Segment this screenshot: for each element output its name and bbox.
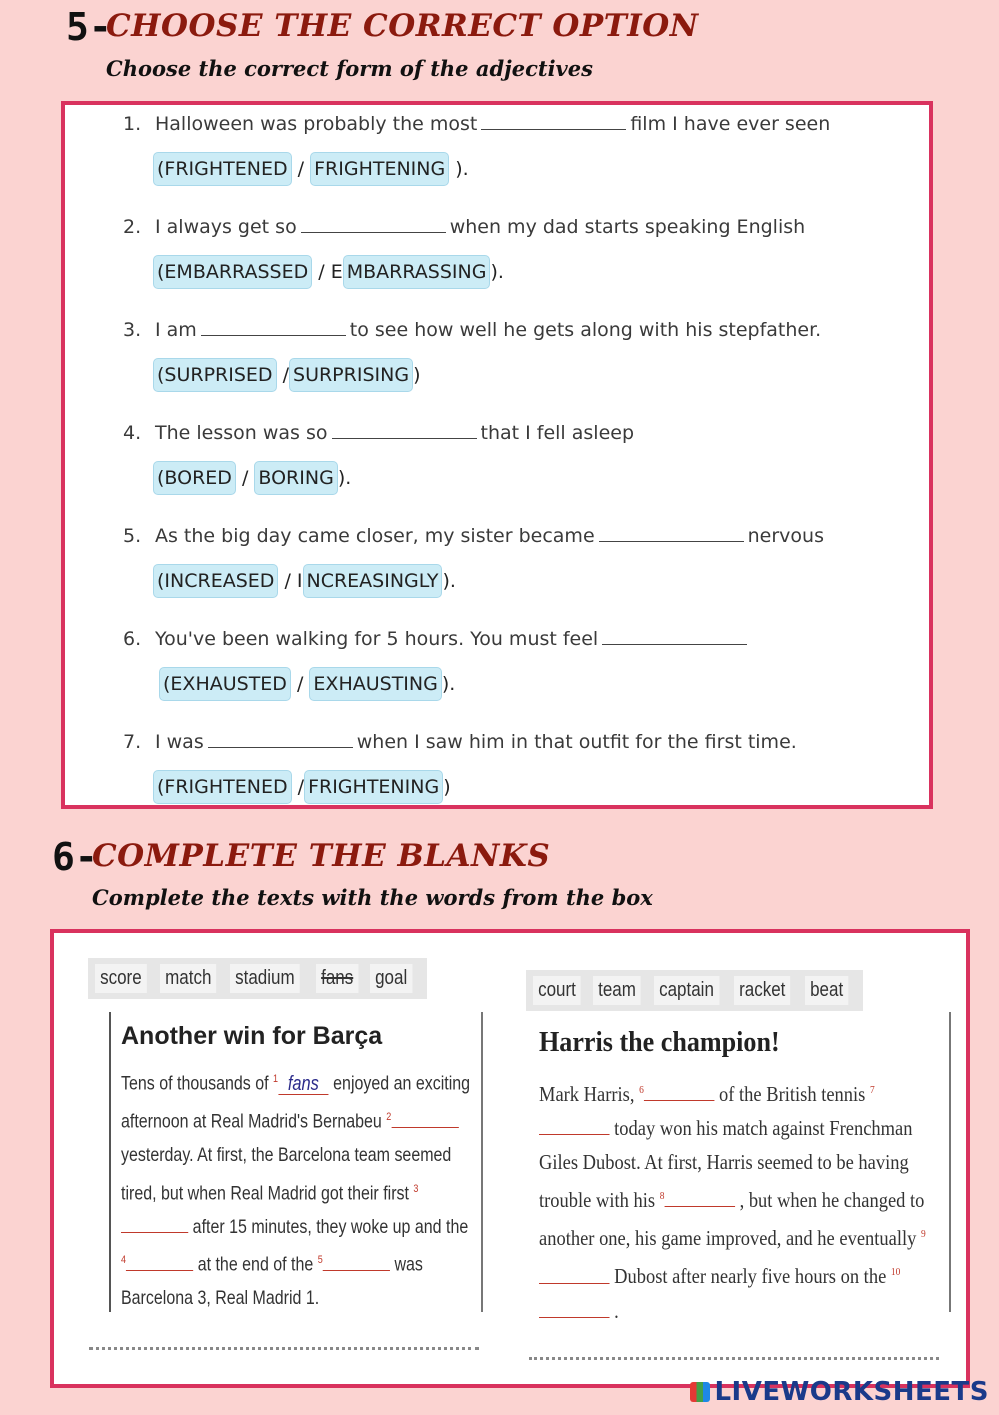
word-box-left (88, 958, 427, 999)
question-number: 7. (123, 731, 142, 753)
question-text: film I have ever seen (630, 113, 831, 135)
option-chip[interactable]: (INCREASED (153, 564, 278, 598)
question-text: that I fell asleep (480, 422, 635, 444)
question-number: 4. (123, 422, 142, 444)
answer-5-input[interactable] (323, 1270, 390, 1271)
option-chip[interactable]: FRIGHTENING (310, 152, 449, 186)
options-4: (BORED / BORING ). (153, 461, 351, 495)
question-4 (123, 422, 634, 444)
option-chip[interactable]: (BORED (153, 461, 236, 495)
word-chip: stadium (230, 964, 300, 993)
section-5-title: CHOOSE THE CORRECT OPTION (106, 8, 699, 44)
options-5: (INCREASED / I NCREASINGLY ). (153, 564, 456, 598)
word-chip: goal (370, 964, 412, 993)
option-chip[interactable]: (SURPRISED (153, 358, 277, 392)
word-chip: captain (654, 976, 719, 1005)
question-text: to see how well he gets along with his stepfather. (349, 319, 822, 341)
answer-9-input[interactable] (539, 1283, 610, 1284)
question-number: 6. (123, 628, 142, 650)
article-heading: Harris the champion! (539, 1026, 780, 1058)
answer-8-input[interactable] (664, 1206, 735, 1207)
question-text: I am (155, 319, 197, 341)
article-barca (109, 1012, 483, 1312)
question-text: You've been walking for 5 hours. You must feel (155, 628, 599, 650)
answer-7-input[interactable] (539, 1134, 610, 1135)
section-6-subtitle: Complete the texts with the words from the box (92, 885, 653, 910)
question-text: The lesson was so (155, 422, 328, 444)
word-chip: team (593, 976, 641, 1005)
option-chip[interactable]: (FRIGHTENED (153, 152, 292, 186)
torn-edge (89, 1347, 479, 1350)
word-chip: beat (805, 976, 848, 1005)
question-text: Halloween was probably the most (155, 113, 478, 135)
answer-blank[interactable] (301, 232, 446, 233)
option-chip[interactable]: (EMBARRASSED (153, 255, 312, 289)
question-number: 1. (123, 113, 142, 135)
question-text: I was (155, 731, 204, 753)
option-chip[interactable]: (EXHAUSTED (159, 667, 291, 701)
option-chip[interactable]: EXHAUSTING (309, 667, 441, 701)
answer-6-input[interactable] (644, 1100, 715, 1101)
section-6-title: COMPLETE THE BLANKS (92, 838, 551, 874)
answer-blank[interactable] (208, 747, 353, 748)
option-chip[interactable]: MBARRASSING (343, 255, 491, 289)
question-number: 5. (123, 525, 142, 547)
answer-4-input[interactable] (126, 1270, 193, 1271)
question-number: 2. (123, 216, 142, 238)
option-chip[interactable]: NCREASINGLY (303, 564, 443, 598)
section-6-number: 6- (52, 835, 98, 879)
exercise-6-box (50, 929, 970, 1388)
answer-blank[interactable] (201, 335, 346, 336)
word-box-right (526, 970, 863, 1011)
answer-2-input[interactable] (391, 1127, 458, 1128)
word-chip: racket (734, 976, 790, 1005)
answer-3-input[interactable] (121, 1232, 188, 1233)
word-chip: match (160, 964, 216, 993)
options-2: (EMBARRASSED / E MBARRASSING ). (153, 255, 504, 289)
word-chip: score (95, 964, 147, 993)
torn-edge (529, 1357, 939, 1360)
article-harris (529, 1012, 951, 1323)
question-text: As the big day came closer, my sister became (155, 525, 595, 547)
option-chip[interactable]: (FRIGHTENED (153, 770, 292, 804)
section-5-subtitle: Choose the correct form of the adjectives (106, 56, 593, 81)
options-3: (SURPRISED / SURPRISING ) (153, 358, 420, 392)
question-2 (123, 216, 805, 238)
article-text: Mark Harris, $^6$ of the British tennis $^7$ today won his match against Frenchman Giles Dubost. At first, Harris seemed to be having trouble with his $^8$ , but when he changed to another one, his game improved, and he eventually $^9$ Dubost after nearly five hours on the $^{10}$ . (539, 1082, 926, 1323)
answer-1-input[interactable]: fans (278, 1074, 329, 1095)
options-6: (EXHAUSTED / EXHAUSTING ). (159, 667, 455, 701)
option-chip[interactable]: BORING (254, 461, 337, 495)
word-chip: court (533, 976, 581, 1005)
question-text: when my dad starts speaking English (449, 216, 806, 238)
options-1: (FRIGHTENED / FRIGHTENING ). (153, 152, 469, 186)
answer-blank[interactable] (599, 541, 744, 542)
question-1 (123, 113, 830, 135)
question-5 (123, 525, 824, 547)
question-number: 3. (123, 319, 142, 341)
question-text: when I saw him in that outfit for the first time. (356, 731, 797, 753)
answer-10-input[interactable] (539, 1317, 610, 1318)
word-chip-used: fans (316, 964, 358, 993)
liveworksheets-icon (690, 1382, 710, 1402)
question-text: nervous (747, 525, 824, 547)
options-7: (FRIGHTENED / FRIGHTENING ) (153, 770, 451, 804)
answer-blank[interactable] (332, 438, 477, 439)
liveworksheets-logo: LIVEWORKSHEETS (690, 1377, 989, 1407)
question-3 (123, 319, 821, 341)
article-text: Tens of thousands of $^1$ fans enjoyed an exciting afternoon at Real Madrid's Bernabeu $^2$ yesterday. At first, the Barcelona team seemed tired, but when Real Madrid got their first $^3$ after 15 minutes, they woke up and the $^4$ at the end of the $^5$ was Barcelona 3, Real Madrid 1. (121, 1072, 471, 1309)
exercise-5-box (61, 101, 933, 809)
answer-blank[interactable] (602, 644, 747, 645)
option-chip[interactable]: FRIGHTENING (304, 770, 443, 804)
question-7 (123, 731, 797, 753)
question-text: I always get so (155, 216, 297, 238)
question-6 (123, 628, 751, 650)
article-heading: Another win for Barça (121, 1022, 383, 1050)
section-5-number: 5- (66, 5, 112, 49)
answer-blank[interactable] (481, 129, 626, 130)
option-chip[interactable]: SURPRISING (289, 358, 413, 392)
